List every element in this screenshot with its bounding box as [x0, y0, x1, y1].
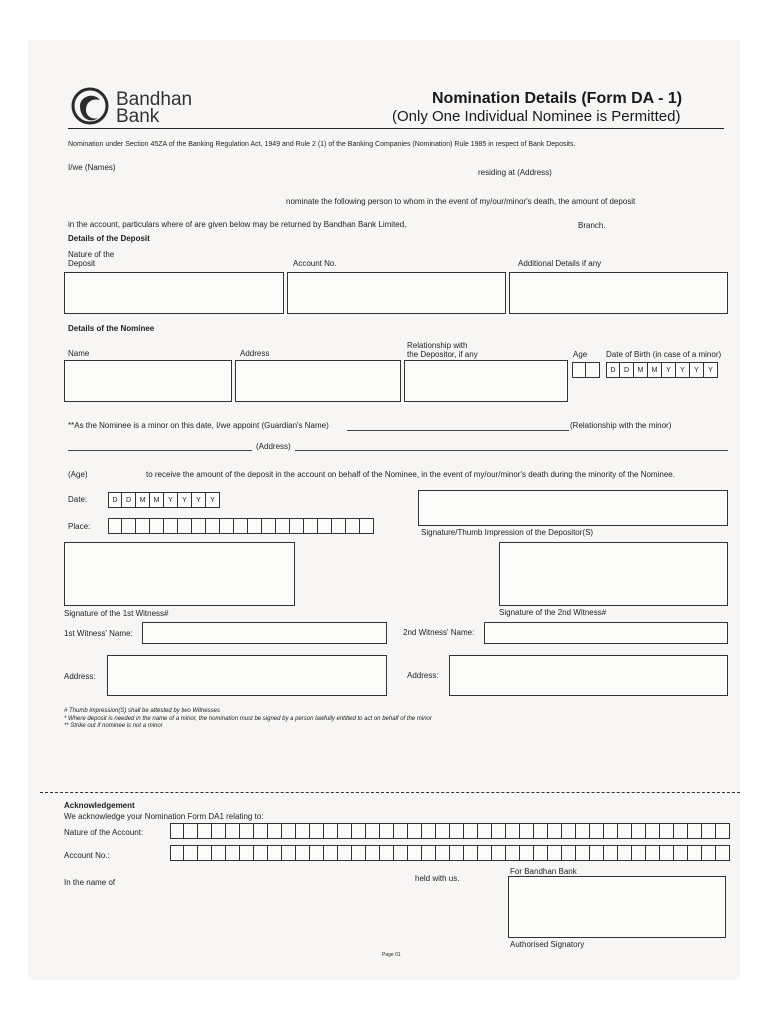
- nominee-name-field[interactable]: [64, 360, 232, 402]
- branch-label: Branch.: [578, 221, 606, 230]
- ack-nature-cell[interactable]: [618, 823, 632, 839]
- nominee-age-field[interactable]: [572, 362, 600, 378]
- ack-account-cell[interactable]: [296, 845, 310, 861]
- ack-for-bank: For Bandhan Bank: [510, 867, 577, 876]
- ack-nature-cell[interactable]: [184, 823, 198, 839]
- legal-statement: Nomination under Section 45ZA of the Banking Regulation Act, 1949 and Rule 2 (1) of the Banking Companies (Nomination) Rule 1985 in respect of Bank Deposits.: [68, 141, 576, 148]
- ack-intro: We acknowledge your Nomination Form DA1 relating to:: [64, 812, 264, 821]
- nominee-address-header: Address: [240, 349, 270, 358]
- place-cell[interactable]: [164, 518, 178, 534]
- guardian-appoint-text: **As the Nominee is a minor on this date, I/we appoint (Guardian's Name): [68, 421, 329, 430]
- place-cell[interactable]: [346, 518, 360, 534]
- date-cell[interactable]: Y: [178, 492, 192, 508]
- ack-account-cell[interactable]: [170, 845, 184, 861]
- nominee-heading: Details of the Nominee: [68, 324, 155, 333]
- age-cell[interactable]: [586, 362, 600, 378]
- ack-nature-cell[interactable]: [198, 823, 212, 839]
- nominee-age-header: Age: [573, 350, 588, 359]
- cut-line: [40, 792, 740, 793]
- form-title: Nomination Details (Form DA - 1): [432, 90, 683, 107]
- ack-account-cell[interactable]: [534, 845, 548, 861]
- ack-account-cell[interactable]: [716, 845, 730, 861]
- guardian-relationship-label: (Relationship with the minor): [570, 421, 672, 430]
- place-cell[interactable]: [220, 518, 234, 534]
- footnote: ** Strike out if nominee is not a minor: [64, 723, 163, 729]
- ack-nature-cell[interactable]: [632, 823, 646, 839]
- ack-heading: Acknowledgement: [64, 801, 135, 810]
- guardian-address-label: (Address): [256, 442, 291, 451]
- ack-nature-cell[interactable]: [674, 823, 688, 839]
- ack-account-cell[interactable]: [436, 845, 450, 861]
- place-cell[interactable]: [332, 518, 346, 534]
- deposit-account-header: Account No.: [293, 259, 337, 268]
- ack-account-cell[interactable]: [338, 845, 352, 861]
- deposit-heading: Details of the Deposit: [68, 234, 150, 243]
- header-rule: [68, 128, 724, 129]
- ack-account-cell[interactable]: [226, 845, 240, 861]
- ack-nature-cell[interactable]: [268, 823, 282, 839]
- deposit-additional-header: Additional Details if any: [518, 259, 602, 268]
- ack-account-cell[interactable]: [352, 845, 366, 861]
- ack-account-cell[interactable]: [478, 845, 492, 861]
- ack-account-cell[interactable]: [660, 845, 674, 861]
- place-field[interactable]: [108, 518, 374, 534]
- place-cell[interactable]: [136, 518, 150, 534]
- ack-nature-cell[interactable]: [702, 823, 716, 839]
- names-label: I/we (Names): [68, 163, 116, 172]
- ack-nature-cell[interactable]: [562, 823, 576, 839]
- ack-nature-cell[interactable]: [660, 823, 674, 839]
- footnote: * Where deposit is needed in the name of a minor, the nomination must be signed by a person lawfully entitled to act on behalf of the minor: [64, 715, 432, 722]
- ack-account-cell[interactable]: [548, 845, 562, 861]
- place-cell[interactable]: [122, 518, 136, 534]
- ack-nature-cell[interactable]: [716, 823, 730, 839]
- ack-account-cell[interactable]: [688, 845, 702, 861]
- ack-nature-cell[interactable]: [408, 823, 422, 839]
- bank-logo: [70, 86, 110, 131]
- date-cell[interactable]: D: [108, 492, 122, 508]
- ack-account-cell[interactable]: [310, 845, 324, 861]
- ack-nature-cell[interactable]: [394, 823, 408, 839]
- page-number: Page 01: [382, 952, 401, 958]
- ack-nature-cell[interactable]: [576, 823, 590, 839]
- ack-nature-cell[interactable]: [492, 823, 506, 839]
- dob-cell[interactable]: Y: [704, 362, 718, 378]
- dob-cell[interactable]: Y: [690, 362, 704, 378]
- ack-account-field[interactable]: [170, 845, 730, 861]
- ack-account-cell[interactable]: [618, 845, 632, 861]
- ack-nature-cell[interactable]: [520, 823, 534, 839]
- ack-nature-cell[interactable]: [464, 823, 478, 839]
- place-cell[interactable]: [234, 518, 248, 534]
- date-cell[interactable]: M: [136, 492, 150, 508]
- ack-name-label: In the name of: [64, 878, 116, 887]
- nominee-name-header: Name: [68, 349, 90, 358]
- deposit-account-field[interactable]: [287, 272, 506, 314]
- deposit-additional-field[interactable]: [509, 272, 728, 314]
- guardian-age-label: (Age): [68, 470, 88, 479]
- date-cell[interactable]: D: [122, 492, 136, 508]
- ack-nature-cell[interactable]: [212, 823, 226, 839]
- ack-nature-cell[interactable]: [324, 823, 338, 839]
- guardian-name-line[interactable]: [347, 430, 569, 431]
- ack-account-cell[interactable]: [604, 845, 618, 861]
- ack-account-cell[interactable]: [282, 845, 296, 861]
- ack-account-cell[interactable]: [492, 845, 506, 861]
- ack-account-cell[interactable]: [520, 845, 534, 861]
- nominee-relationship-header: Relationship with the Depositor, if any: [407, 341, 478, 359]
- ack-account-cell[interactable]: [506, 845, 520, 861]
- ack-nature-cell[interactable]: [170, 823, 184, 839]
- depositor-signature-label: Signature/Thumb Impression of the Depositor(S): [421, 528, 594, 537]
- age-cell[interactable]: [572, 362, 586, 378]
- place-cell[interactable]: [262, 518, 276, 534]
- guardian-receive-text: to receive the amount of the deposit in the account on behalf of the Nominee, in the event of my/our/minor's death during the minority of the Nominee.: [146, 470, 675, 479]
- ack-account-cell[interactable]: [324, 845, 338, 861]
- nominee-relationship-field[interactable]: [404, 360, 568, 402]
- place-cell[interactable]: [318, 518, 332, 534]
- witness1-signature-label: Signature of the 1st Witness#: [64, 609, 169, 618]
- ack-nature-cell[interactable]: [506, 823, 520, 839]
- deposit-nature-field[interactable]: [64, 272, 284, 314]
- witness1-name-label: 1st Witness' Name:: [64, 629, 133, 638]
- ack-account-cell[interactable]: [422, 845, 436, 861]
- ack-account-cell[interactable]: [184, 845, 198, 861]
- witness1-name-field[interactable]: [142, 622, 387, 644]
- dob-cell[interactable]: Y: [662, 362, 676, 378]
- ack-nature-cell[interactable]: [226, 823, 240, 839]
- ack-nature-cell[interactable]: [534, 823, 548, 839]
- ack-account-cell[interactable]: [254, 845, 268, 861]
- deposit-nature-header: Nature of the Deposit: [68, 250, 115, 268]
- place-cell[interactable]: [150, 518, 164, 534]
- ack-account-cell[interactable]: [450, 845, 464, 861]
- ack-account-cell[interactable]: [408, 845, 422, 861]
- date-label: Date:: [68, 495, 88, 504]
- ack-nature-cell[interactable]: [688, 823, 702, 839]
- ack-signatory-box[interactable]: [508, 876, 726, 938]
- place-cell[interactable]: [178, 518, 192, 534]
- witness2-signature-label: Signature of the 2nd Witness#: [499, 608, 607, 617]
- ack-account-cell[interactable]: [240, 845, 254, 861]
- date-cell[interactable]: Y: [192, 492, 206, 508]
- nominate-text: nominate the following person to whom in the event of my/our/minor's death, the amount of deposit: [286, 197, 636, 206]
- place-cell[interactable]: [192, 518, 206, 534]
- witness1-address-field[interactable]: [107, 655, 387, 696]
- ack-nature-cell[interactable]: [310, 823, 324, 839]
- witness2-address-label: Address:: [407, 671, 439, 680]
- ack-account-cell[interactable]: [576, 845, 590, 861]
- ack-account-cell[interactable]: [674, 845, 688, 861]
- depositor-signature-box[interactable]: [418, 490, 728, 526]
- ack-account-cell[interactable]: [646, 845, 660, 861]
- ack-nature-cell[interactable]: [548, 823, 562, 839]
- brand-subname: Bank: [116, 106, 160, 127]
- ack-held-label: held with us.: [415, 874, 460, 883]
- ack-account-cell[interactable]: [464, 845, 478, 861]
- witness2-name-label: 2nd Witness' Name:: [403, 628, 475, 637]
- dob-cell[interactable]: Y: [676, 362, 690, 378]
- form-subtitle: (Only One Individual Nominee is Permitted): [392, 108, 681, 125]
- witness2-name-field[interactable]: [484, 622, 728, 644]
- ack-nature-field[interactable]: [170, 823, 730, 839]
- ack-account-cell[interactable]: [366, 845, 380, 861]
- ack-nature-cell[interactable]: [282, 823, 296, 839]
- ack-nature-label: Nature of the Account:: [64, 828, 144, 837]
- residing-label: residing at (Address): [478, 168, 552, 177]
- witness2-address-field[interactable]: [449, 655, 728, 696]
- date-cell[interactable]: M: [150, 492, 164, 508]
- ack-signatory-label: Authorised Signatory: [510, 940, 585, 949]
- place-cell[interactable]: [290, 518, 304, 534]
- dob-cell[interactable]: D: [606, 362, 620, 378]
- place-cell[interactable]: [304, 518, 318, 534]
- place-cell[interactable]: [206, 518, 220, 534]
- place-cell[interactable]: [248, 518, 262, 534]
- place-cell[interactable]: [276, 518, 290, 534]
- guardian-address-line-2[interactable]: [295, 450, 728, 451]
- place-cell[interactable]: [108, 518, 122, 534]
- ack-nature-cell[interactable]: [254, 823, 268, 839]
- ack-nature-cell[interactable]: [478, 823, 492, 839]
- ack-account-cell[interactable]: [632, 845, 646, 861]
- ack-nature-cell[interactable]: [590, 823, 604, 839]
- ack-nature-cell[interactable]: [422, 823, 436, 839]
- nominee-dob-header: Date of Birth (in case of a minor): [606, 350, 722, 359]
- ack-nature-cell[interactable]: [436, 823, 450, 839]
- ack-account-cell[interactable]: [198, 845, 212, 861]
- ack-account-cell[interactable]: [380, 845, 394, 861]
- ack-account-cell[interactable]: [212, 845, 226, 861]
- nominee-address-field[interactable]: [235, 360, 401, 402]
- ack-nature-cell[interactable]: [450, 823, 464, 839]
- ack-nature-cell[interactable]: [338, 823, 352, 839]
- ack-account-cell[interactable]: [268, 845, 282, 861]
- guardian-address-line-1[interactable]: [68, 450, 252, 451]
- ack-nature-cell[interactable]: [604, 823, 618, 839]
- place-label: Place:: [68, 522, 91, 531]
- footnotes: [64, 708, 432, 731]
- ack-account-cell[interactable]: [702, 845, 716, 861]
- dob-cell[interactable]: M: [648, 362, 662, 378]
- ack-nature-cell[interactable]: [240, 823, 254, 839]
- witness1-signature-box[interactable]: [64, 542, 295, 606]
- account-text: in the account, particulars where of are given below may be returned by Bandhan Bank Limited,: [68, 220, 407, 229]
- ack-account-cell[interactable]: [394, 845, 408, 861]
- ack-nature-cell[interactable]: [366, 823, 380, 839]
- ack-nature-cell[interactable]: [380, 823, 394, 839]
- nominee-dob-field[interactable]: [606, 362, 718, 378]
- bandhan-logo-icon: [70, 86, 110, 126]
- dob-cell[interactable]: M: [634, 362, 648, 378]
- date-cell[interactable]: Y: [206, 492, 220, 508]
- brand-name: Bandhan: [116, 89, 193, 110]
- ack-nature-cell[interactable]: [646, 823, 660, 839]
- ack-account-cell[interactable]: [590, 845, 604, 861]
- dob-cell[interactable]: D: [620, 362, 634, 378]
- ack-nature-cell[interactable]: [352, 823, 366, 839]
- footnote: # Thumb impression(S) shall be attested by two Witnesses: [64, 708, 221, 714]
- ack-account-label: Account No.:: [64, 851, 110, 860]
- witness2-signature-box[interactable]: [499, 542, 728, 606]
- ack-nature-cell[interactable]: [296, 823, 310, 839]
- place-cell[interactable]: [360, 518, 374, 534]
- witness1-address-label: Address:: [64, 672, 96, 681]
- ack-account-cell[interactable]: [562, 845, 576, 861]
- date-field[interactable]: [108, 492, 220, 508]
- date-cell[interactable]: Y: [164, 492, 178, 508]
